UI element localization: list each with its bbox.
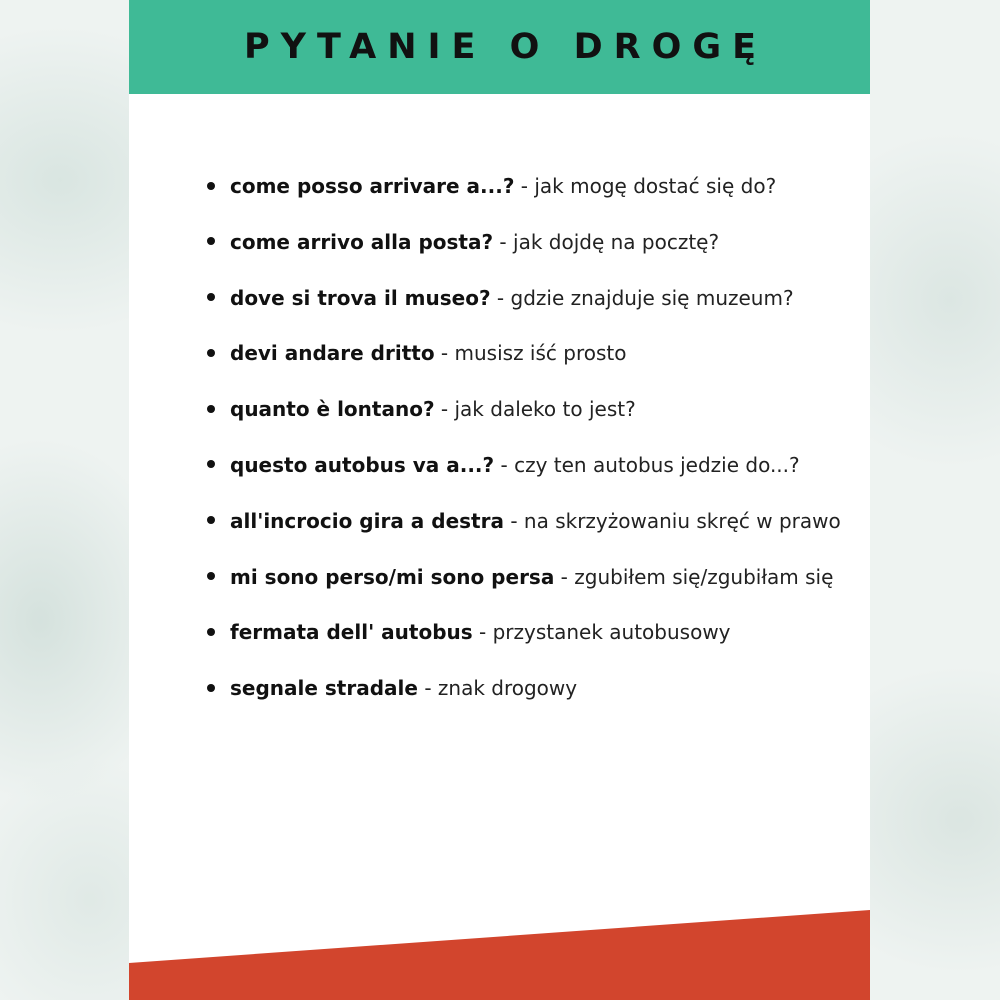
bullet-icon [207, 460, 215, 468]
phrase-italian: come posso arrivare a...? [230, 174, 515, 198]
footer-red-band [129, 910, 870, 1000]
bullet-icon [207, 349, 215, 357]
phrase-italian: fermata dell' autobus [230, 620, 473, 645]
phrase-polish: - przystanek autobusowy [472, 620, 731, 645]
phrase-polish: - zgubiłem się/zgubiłam się [554, 564, 834, 589]
phrase-italian: dove si trova il museo? [230, 285, 491, 310]
phrase-polish: - czy ten autobus jedzie do...? [494, 452, 800, 477]
phrase-italian: come arrivo alla posta? [230, 229, 494, 254]
bullet-icon [207, 572, 215, 580]
phrase-polish: - jak mogę dostać się do? [514, 174, 777, 198]
bullet-icon [207, 293, 215, 301]
bullet-icon [207, 237, 215, 245]
phrase-list [207, 158, 867, 716]
list-item [207, 214, 867, 270]
bullet-icon [207, 628, 215, 636]
list-item [207, 381, 867, 437]
list-item [207, 158, 867, 214]
phrase-italian: devi andare dritto [230, 341, 435, 366]
bullet-icon [207, 516, 215, 524]
header-bar [129, 0, 870, 94]
list-item [207, 270, 867, 326]
list-item [207, 660, 867, 716]
page-title: PYTANIE O DROGĘ [244, 27, 767, 67]
list-item [207, 549, 867, 605]
phrase-italian: questo autobus va a...? [230, 452, 495, 477]
phrase-card [129, 0, 870, 1000]
phrase-polish: - jak daleko to jest? [434, 397, 636, 422]
phrase-polish: - na skrzyżowaniu skręć w prawo [503, 508, 841, 533]
phrase-italian: quanto è lontano? [230, 397, 435, 422]
list-item [207, 437, 867, 493]
bullet-icon [207, 182, 215, 190]
list-item [207, 604, 867, 660]
bullet-icon [207, 684, 215, 692]
phrase-italian: all'incrocio gira a destra [230, 508, 504, 533]
phrase-polish: - musisz iść prosto [434, 341, 627, 366]
phrase-polish: - gdzie znajduje się muzeum? [490, 285, 794, 310]
bullet-icon [207, 405, 215, 413]
phrase-polish: - jak dojdę na pocztę? [493, 229, 720, 254]
list-item [207, 325, 867, 381]
phrase-italian: mi sono perso/mi sono persa [230, 564, 555, 589]
footer-decoration [129, 910, 870, 1000]
phrase-italian: segnale stradale [230, 676, 418, 701]
phrase-polish: - znak drogowy [417, 676, 578, 701]
list-item [207, 493, 867, 549]
